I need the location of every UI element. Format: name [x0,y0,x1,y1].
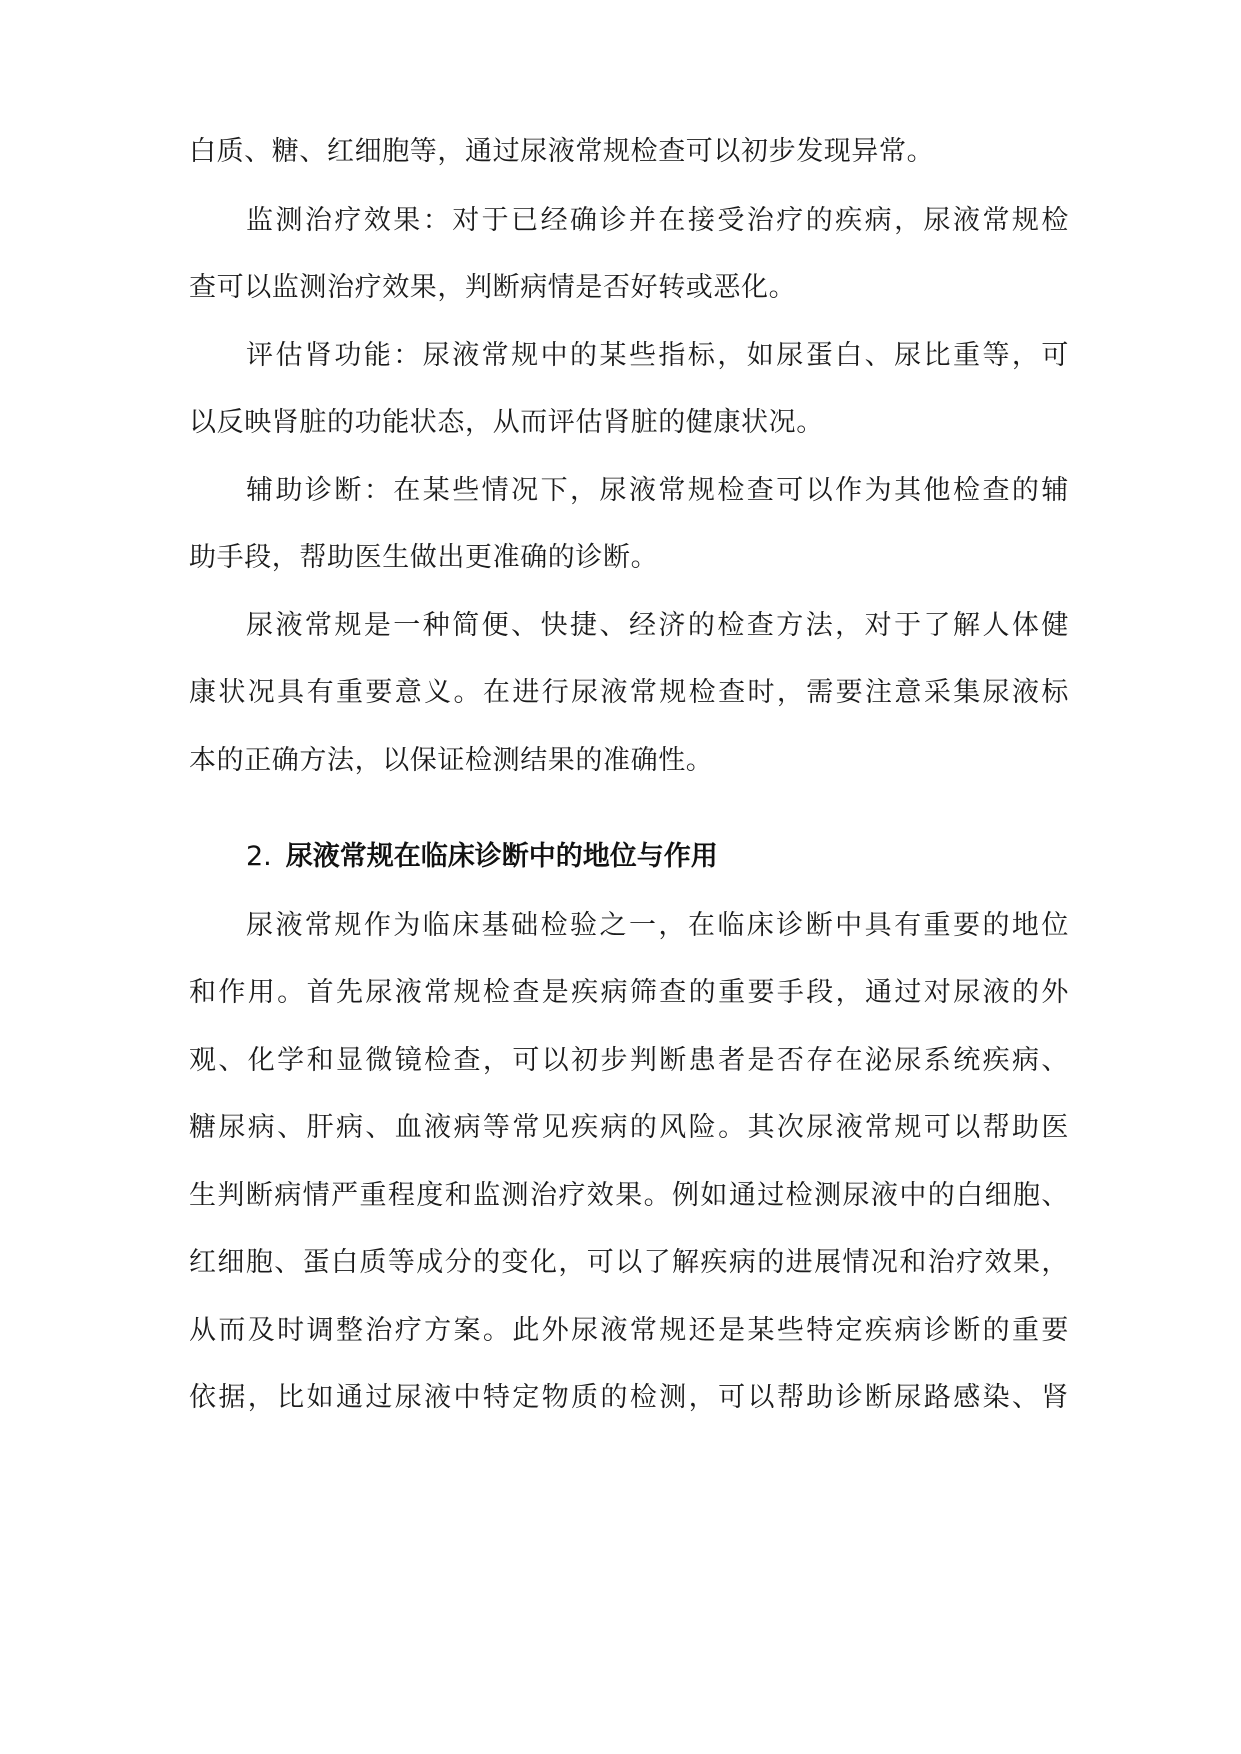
paragraph-line: 尿液常规是一种简便、快捷、经济的检查方法，对于了解人体健 [246,610,1069,641]
paragraph-line: 糖尿病、肝病、血液病等常见疾病的风险。其次尿液常规可以帮助医 [189,1112,1069,1143]
paragraph-line: 评估肾功能：尿液常规中的某些指标，如尿蛋白、尿比重等，可 [246,340,1069,371]
paragraph-line: 白质、糖、红细胞等，通过尿液常规检查可以初步发现异常。 [189,136,935,167]
paragraph-line: 查可以监测治疗效果，判断病情是否好转或恶化。 [189,272,797,303]
section-title: 尿液常规在临床诊断中的地位与作用 [285,841,718,872]
paragraph-line: 和作用。首先尿液常规检查是疾病筛查的重要手段，通过对尿液的外 [189,977,1069,1008]
paragraph-line: 辅助诊断：在某些情况下，尿液常规检查可以作为其他检查的辅 [246,475,1069,506]
paragraph-line: 从而及时调整治疗方案。此外尿液常规还是某些特定疾病诊断的重要 [189,1315,1069,1346]
paragraph-line: 以反映肾脏的功能状态，从而评估肾脏的健康状况。 [189,407,824,438]
paragraph-line: 红细胞、蛋白质等成分的变化，可以了解疾病的进展情况和治疗效果， [189,1247,1069,1278]
paragraph-line: 依据，比如通过尿液中特定物质的检测，可以帮助诊断尿路感染、肾 [189,1382,1069,1413]
paragraph-line: 观、化学和显微镜检查，可以初步判断患者是否存在泌尿系统疾病、 [189,1045,1069,1076]
section-number: 2. [246,841,272,872]
paragraph-line: 尿液常规作为临床基础检验之一，在临床诊断中具有重要的地位 [246,910,1069,941]
paragraph-line: 本的正确方法，以保证检测结果的准确性。 [189,745,714,776]
section-heading [246,837,718,877]
paragraph-line: 助手段，帮助医生做出更准确的诊断。 [189,542,659,573]
paragraph-line: 监测治疗效果：对于已经确诊并在接受治疗的疾病，尿液常规检 [246,205,1069,236]
paragraph-line: 康状况具有重要意义。在进行尿液常规检查时，需要注意采集尿液标 [189,677,1069,708]
paragraph-line: 生判断病情严重程度和监测治疗效果。例如通过检测尿液中的白细胞、 [189,1180,1069,1211]
